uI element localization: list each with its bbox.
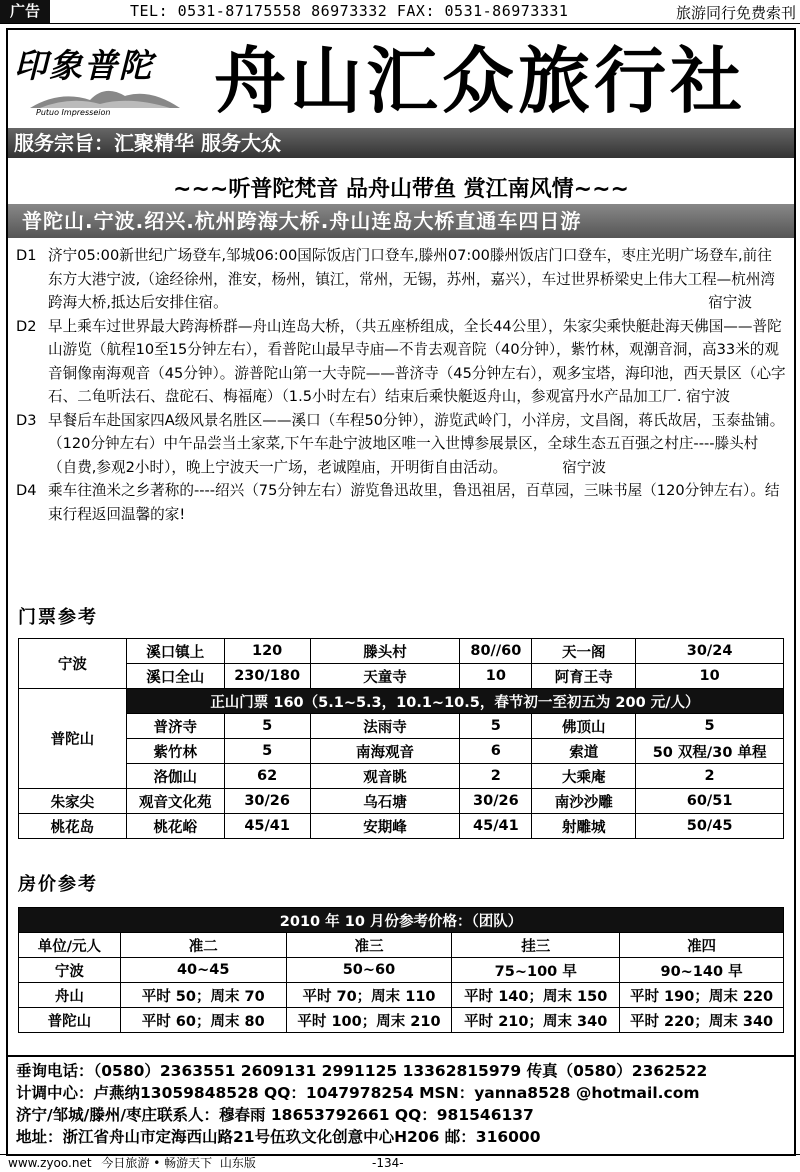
agency-name: 舟山汇众旅行社 — [214, 39, 747, 123]
column-header: 单位/元人 — [19, 933, 121, 958]
rooms-section-title: 房价参考 — [18, 874, 98, 895]
table-row — [19, 764, 784, 789]
itinerary — [16, 244, 786, 526]
tickets-section-title: 门票参考 — [18, 607, 98, 628]
table-cell: 5 — [460, 714, 532, 739]
day-text: 乘车往渔米之乡著称的----绍兴（75分钟左右）游览鲁迅故里，鲁迅祖居，百草园，三味书屋（120分钟左右）。结束行程返回温馨的家! — [48, 482, 780, 523]
slogan: ~~~听普陀梵音 品舟山带鱼 赏江南风情~~~ — [173, 177, 629, 202]
table-cell: 6 — [460, 739, 532, 764]
table-cell: 5 — [636, 714, 784, 739]
table-cell: 2 — [460, 764, 532, 789]
day-stay: 宿宁波 — [686, 388, 730, 405]
itinerary-day — [16, 315, 786, 409]
table-row — [19, 639, 784, 664]
table-cell: 天童寺 — [310, 664, 460, 689]
table-cell: 10 — [460, 664, 532, 689]
table-row — [19, 664, 784, 689]
table-header-row — [19, 933, 784, 958]
table-row — [19, 814, 784, 839]
region-cell: 桃花岛 — [19, 814, 127, 839]
table-cell: 法雨寺 — [310, 714, 460, 739]
page-number: -134- — [372, 1156, 404, 1170]
day-stay: 宿宁波 — [562, 458, 606, 476]
table-cell: 南沙沙雕 — [532, 789, 636, 814]
footer-address: 地址：浙江省舟山市定海西山路21号伍玖文化创意中心H206 邮：316000 — [16, 1128, 541, 1146]
table-cell: 平时 50；周末 70 — [120, 983, 286, 1008]
table-cell: 90~140 早 — [620, 958, 784, 983]
table-cell: 射雕城 — [532, 814, 636, 839]
ad-label: 广告 — [0, 0, 50, 23]
table-cell: 索道 — [532, 739, 636, 764]
bottom-bar — [0, 1154, 800, 1172]
table-cell: 安期峰 — [310, 814, 460, 839]
table-cell: 5 — [224, 739, 310, 764]
ticket-table — [18, 638, 784, 839]
table-cell: 120 — [224, 639, 310, 664]
table-cell: 62 — [224, 764, 310, 789]
table-row — [19, 908, 784, 933]
table-row — [19, 689, 784, 714]
day-label: D2 — [16, 317, 37, 335]
column-header: 准四 — [620, 933, 784, 958]
day-text: 早上乘车过世界最大跨海桥群—舟山连岛大桥，（共五座桥组成，全长44公里），朱家尖乘快艇赴海天佛国——普陀山游览（航程10至15分钟左右），看普陀山最早寺庙—不肯去观音院（40分钟），紫竹林，观潮音洞，高33米的观音铜像南海观音（45分钟）。游普陀山第一大寺院——普济寺（45分钟左右），观多宝塔，海印池，西天景区（心字石、二龟听法石、盘砣石、梅福庵）（1.5小时左右）结束后乘快艇返舟山，参观富丹水产品加工厂. — [48, 317, 786, 405]
table-cell: 溪口全山 — [126, 664, 224, 689]
table-cell: 舟山 — [19, 983, 121, 1008]
table-cell: 佛顶山 — [532, 714, 636, 739]
table-cell: 80//60 — [460, 639, 532, 664]
table-row — [19, 958, 784, 983]
table-cell: 观音文化苑 — [126, 789, 224, 814]
table-cell: 50/45 — [636, 814, 784, 839]
table-cell: 50~60 — [286, 958, 452, 983]
table-cell: 45/41 — [460, 814, 532, 839]
day-stay: 宿宁波 — [708, 294, 752, 311]
region-cell: 朱家尖 — [19, 789, 127, 814]
footer-contact: 济宁/邹城/滕州/枣庄联系人：穆春雨 18653792661 QQ：981546137 — [16, 1106, 534, 1124]
table-cell: 30/26 — [224, 789, 310, 814]
header — [8, 30, 794, 126]
day-label: D1 — [16, 247, 37, 264]
table-cell: 普陀山 — [19, 1008, 121, 1033]
day-text: 早餐后车赴国家四A级风景名胜区——溪口（车程50分钟），游览武岭门，小洋房，文昌阁，蒋氏故居，玉泰盐铺。（120分钟左右）中午品尝当土家菜,下午车赴宁波地区唯一入世博参展景区，全球生态五百强之村庄----滕头村（自费,参观2小时），晚上宁波天一广场，老诚隍庙，开明街自由活动。 — [48, 411, 785, 476]
site-url: www.zyoo.net — [8, 1156, 92, 1170]
edition: 山东版 — [219, 1156, 256, 1170]
table-row — [19, 1008, 784, 1033]
table-row — [19, 739, 784, 764]
table-cell: 南海观音 — [310, 739, 460, 764]
footer-planner: 计调中心：卢燕纳13059848528 QQ：1047978254 MSN：yanna8528 @hotmail.com — [16, 1084, 700, 1102]
itinerary-day — [16, 479, 786, 526]
table-cell: 平时 210；周末 340 — [452, 1008, 620, 1033]
contact-numbers: TEL: 0531-87175558 86973332 FAX: 0531-86973331 — [130, 2, 569, 20]
ticket-banner: 正山门票 160（5.1~5.3，10.1~10.5，春节初一至初五为 200 元/人） — [126, 689, 783, 714]
logo-subtitle: Putuo Impresseion — [36, 108, 111, 117]
table-cell: 230/180 — [224, 664, 310, 689]
itinerary-day — [16, 244, 786, 315]
table-cell: 宁波 — [19, 958, 121, 983]
table-cell: 大乘庵 — [532, 764, 636, 789]
table-cell: 2 — [636, 764, 784, 789]
table-cell: 平时 70；周末 110 — [286, 983, 452, 1008]
column-header: 准三 — [286, 933, 452, 958]
room-price-table — [18, 907, 784, 1033]
footer-phone: 垂询电话：（0580）2363551 2609131 2991125 13362815979 传真（0580）2362522 — [16, 1062, 708, 1080]
table-cell: 阿育王寺 — [532, 664, 636, 689]
day-text: 济宁05:00新世纪广场登车,邹城06:00国际饭店门口登车,滕州07:00滕州饭店门口登车，枣庄光明广场登车,前往东方大港宁波,（途经徐州，淮安，杨州，镇江，常州，无锡，苏州，嘉兴），车过世界桥梁史上伟大工程—杭州湾跨海大桥,抵达后安排住宿。 — [48, 247, 776, 311]
table-cell: 30/24 — [636, 639, 784, 664]
column-header: 挂三 — [452, 933, 620, 958]
itinerary-day — [16, 409, 786, 480]
table-cell: 天一阁 — [532, 639, 636, 664]
top-bar — [0, 0, 800, 24]
logo-name: 印象普陀 — [14, 46, 154, 85]
table-cell: 溪口镇上 — [126, 639, 224, 664]
table-row — [19, 714, 784, 739]
room-banner: 2010 年 10 月份参考价格：（团队） — [19, 908, 784, 933]
tagline: 今日旅游 • 畅游天下 — [101, 1156, 213, 1170]
free-notice: 旅游同行免费索刊 — [675, 4, 796, 22]
route-title: 普陀山.宁波.绍兴.杭州跨海大桥.舟山连岛大桥直通车四日游 — [8, 204, 794, 238]
day-label: D4 — [16, 482, 37, 499]
table-cell: 普济寺 — [126, 714, 224, 739]
table-cell: 平时 140；周末 150 — [452, 983, 620, 1008]
table-row — [19, 789, 784, 814]
table-cell: 75~100 早 — [452, 958, 620, 983]
table-cell: 平时 60；周末 80 — [120, 1008, 286, 1033]
table-cell: 桃花峪 — [126, 814, 224, 839]
table-cell: 60/51 — [636, 789, 784, 814]
table-cell: 40~45 — [120, 958, 286, 983]
footer-divider — [8, 1055, 794, 1057]
table-cell: 平时 220；周末 340 — [620, 1008, 784, 1033]
table-cell: 观音眺 — [310, 764, 460, 789]
table-cell: 平时 190；周末 220 — [620, 983, 784, 1008]
table-cell: 30/26 — [460, 789, 532, 814]
region-cell: 普陀山 — [19, 689, 127, 789]
contact-footer — [16, 1060, 792, 1148]
table-cell: 乌石塘 — [310, 789, 460, 814]
region-cell: 宁波 — [19, 639, 127, 689]
table-cell: 平时 100；周末 210 — [286, 1008, 452, 1033]
table-cell: 5 — [224, 714, 310, 739]
motto-bar: 服务宗旨：汇聚精华 服务大众 — [8, 128, 794, 158]
column-header: 准二 — [120, 933, 286, 958]
table-cell: 紫竹林 — [126, 739, 224, 764]
table-row — [19, 983, 784, 1008]
table-cell: 滕头村 — [310, 639, 460, 664]
table-cell: 45/41 — [224, 814, 310, 839]
day-label: D3 — [16, 411, 37, 429]
table-cell: 洛伽山 — [126, 764, 224, 789]
table-cell: 50 双程/30 单程 — [636, 739, 784, 764]
table-cell: 10 — [636, 664, 784, 689]
